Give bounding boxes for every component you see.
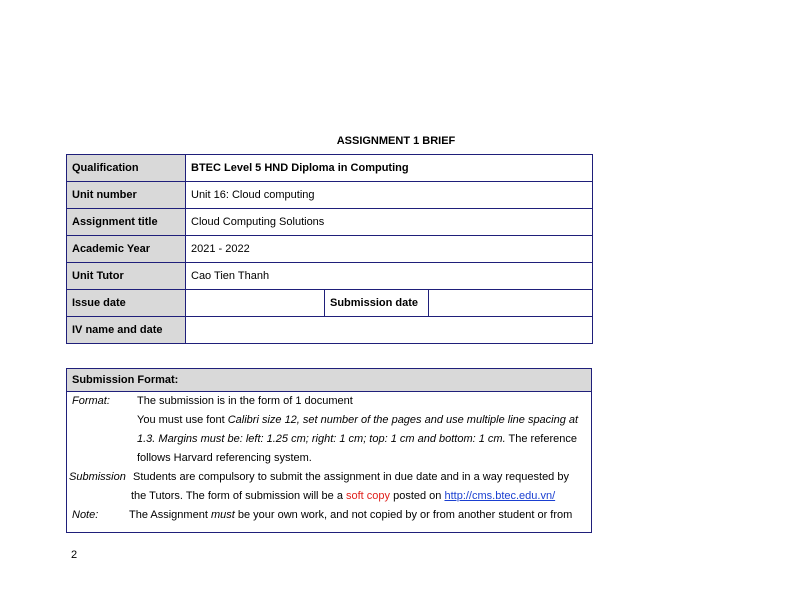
unit-tutor-label: Unit Tutor [67, 263, 186, 290]
submission-label: Submission [69, 471, 126, 483]
format-line-3-italic: 1.3. Margins must be: left: 1.25 cm; right: 1 cm; top: 1 cm and bottom: 1 cm. [137, 433, 506, 445]
assignment-title-value: Cloud Computing Solutions [186, 209, 593, 236]
note-line-1-text: The Assignment [129, 509, 211, 521]
unit-number-value: Unit 16: Cloud computing [186, 182, 593, 209]
format-line-2 [137, 411, 578, 430]
submission-format-box [66, 368, 592, 533]
note-line-1-text-b: be your own work, and not copied by or from another student or from [234, 509, 573, 521]
table-row [67, 263, 593, 290]
table-row [67, 209, 593, 236]
format-label: Format: [72, 395, 110, 407]
assignment-brief-table [66, 154, 593, 344]
iv-name-value[interactable] [186, 317, 593, 344]
qualification-label: Qualification [67, 155, 186, 182]
academic-year-label: Academic Year [67, 236, 186, 263]
note-line-1 [129, 506, 572, 525]
submission-date-label: Submission date [325, 290, 429, 317]
issue-date-label: Issue date [67, 290, 186, 317]
submission-line-1: Students are compulsory to submit the assignment in due date and in a way requested by [133, 471, 569, 483]
table-row [67, 182, 593, 209]
submission-line-2-text-b: posted on [390, 490, 445, 502]
note-line-1-italic: must [210, 509, 235, 521]
table-row [67, 290, 593, 317]
academic-year-value: 2021 - 2022 [186, 236, 593, 263]
page-number: 2 [71, 549, 78, 561]
unit-number-label: Unit number [67, 182, 186, 209]
submission-line-2-text: the Tutors. The form of submission will be a [131, 490, 346, 502]
cms-link[interactable]: http://cms.btec.edu.vn/ [444, 490, 556, 502]
format-line-3 [137, 430, 577, 449]
note-label: Note: [72, 509, 99, 521]
format-line-4: follows Harvard referencing system. [137, 452, 312, 464]
document-title: ASSIGNMENT 1 BRIEF [336, 135, 456, 147]
iv-name-label: IV name and date [67, 317, 186, 344]
qualification-value: BTEC Level 5 HND Diploma in Computing [186, 155, 593, 182]
table-row [67, 317, 593, 344]
submission-line-2 [131, 487, 555, 506]
format-line-2-italic: Calibri size 12, set number of the pages and use multiple line spacing at [227, 414, 579, 426]
submission-date-value[interactable] [429, 290, 593, 317]
format-line-1: The submission is in the form of 1 document [137, 395, 353, 407]
submission-format-heading: Submission Format: [67, 369, 591, 392]
format-line-3-text: The reference [505, 433, 577, 445]
soft-copy-text: soft copy [346, 490, 391, 502]
table-row [67, 236, 593, 263]
table-row [67, 155, 593, 182]
issue-date-value[interactable] [186, 290, 325, 317]
unit-tutor-value: Cao Tien Thanh [186, 263, 593, 290]
format-line-2-text: You must use font [137, 414, 228, 426]
assignment-title-label: Assignment title [67, 209, 186, 236]
